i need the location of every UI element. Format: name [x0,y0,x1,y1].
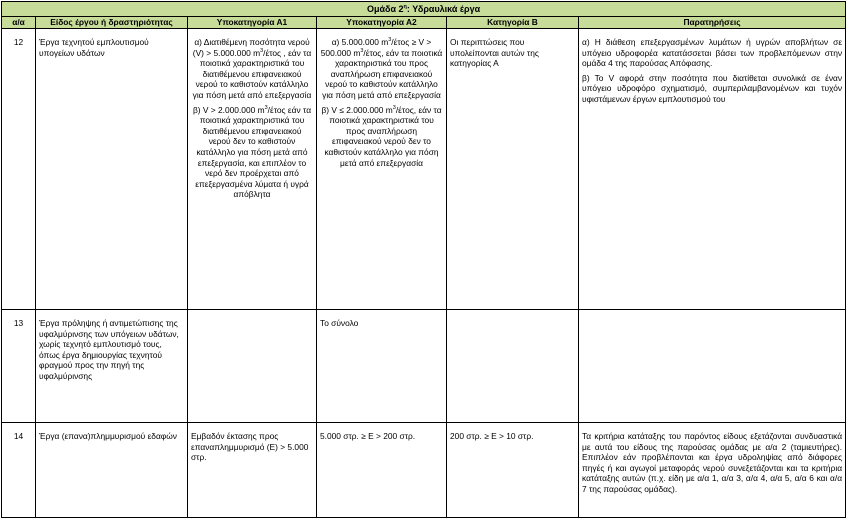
row-number: 14 [2,423,36,518]
hydraulic-works-table [1,1,846,518]
table-row [2,423,846,518]
a2-criterion-b: β) V ≤ 2.000.000 $m^3$/έτος, εάν τα ποιοτικά χαρακτηριστικά του προς αναπλήρωση επιφανειακού νερού δεν το καθιστούν κατάλληλο για πόση μετά από επεξεργασία [321,104,442,168]
table-row [2,29,846,310]
subcategory-a2-cell: Το σύνολο [317,310,447,423]
activity-cell: Έργα πρόληψης ή αντιμετώπισης της υφαλμύρινσης των υπόγειων υδάτων, χωρίς τεχνητό εμπλουτισμό τους, όπως έργα δημιουργίας τεχνητού φραγμού προς την πηγή της υφαλμύρινσης [36,310,188,423]
col-header-subcategory-a2: Υποκατηγορία Α2 [317,17,447,29]
a2-criterion-a: α) 5.000.000 $m^3$/έτος ≥ V > 500.000 $m^3$/έτος, εάν τα ποιοτικά χαρακτηριστικά του προς αναπλήρωση επιφανειακού νερού το καθιστούν κατάλληλο για πόση μετά από επεξεργασία [320,37,443,100]
table-title: Ομάδα $2^\eta$: Υδραυλικά έργα [2,2,846,17]
category-b-cell: 200 στρ. ≥ Ε > 10 στρ. [447,423,579,518]
notes-cell [579,29,846,310]
notes-cell [579,310,846,423]
col-header-subcategory-a1: Υποκατηγορία Α1 [188,17,317,29]
col-header-notes: Παρατηρήσεις [579,17,846,29]
col-header-number: α/α [2,17,36,29]
notes-b: β) Το V αφορά στην ποσότητα που διατίθεται συνολικά σε έναν υπόγειο υδροφόρο σχηματισμό, συμπεριλαμβανομένων και τυχόν υφιστάμενων έργων εμπλουτισμού του [582,72,843,104]
row-number: 12 [2,29,36,310]
table-row [2,310,846,423]
subcategory-a1-cell [188,310,317,423]
col-header-activity: Είδος έργου ή δραστηριότητας [36,17,188,29]
category-b-cell [447,310,579,423]
notes-cell: Τα κριτήρια κατάταξης του παρόντος είδους εξετάζονται συνδυαστικά με αυτά του είδους της παρούσας ομάδας με α/α 2 (ταμιευτήρες). Επιπλέον εάν προβλέπονται και έργα υδροληψίας από διάφορες πηγές ή και αγωγοί μεταφοράς νερού συνεξετάζονται και τα κριτήρια κατάταξης αυτών (π.χ. είδη με α/α 1, α/α 3, α/α 4, α/α 5, α/α 6 και α/α 7 της παρούσας ομάδας). [579,423,846,518]
activity-cell: Έργα τεχνητού εμπλουτισμού υπογείων υδάτων [36,29,188,310]
subcategory-a2-cell [317,29,447,310]
notes-a: α) Η διάθεση επεξεργασμένων λυμάτων ή υγρών αποβλήτων σε υπόγειο υδροφορέα κατατάσσεται βάσει των προβλεπόμενων στην ομάδα 4 της παρούσας Απόφασης. [582,37,843,69]
category-b-cell: Οι περιπτώσεις που υπολείπονται αυτών της κατηγορίας Α [447,29,579,310]
a1-criterion-a: α) Διατιθέμενη ποσότητα νερού (V) > 5.000.000 $m^3$/έτος , εάν τα ποιοτικά χαρακτηριστικά του διατιθέμενου επιφανειακού νερού το καθιστούν κατάλληλο για πόση μετά από επεξεργασία [192,37,312,100]
activity-cell: Έργα (επανα)πλημμυρισμού εδαφών [36,423,188,518]
subcategory-a2-cell: 5.000 στρ. ≥ Ε > 200 στρ. [317,423,447,518]
col-header-category-b: Κατηγορία Β [447,17,579,29]
subcategory-a1-cell [188,29,317,310]
subcategory-a1-cell: Εμβαδόν έκτασης προς επαναπλημμυρισμό (Ε) > 5.000 στρ. [188,423,317,518]
a1-criterion-b: β) V > 2.000.000 $m^3$/έτος εάν τα ποιοτικά χαρακτηριστικά του διατιθέμενου επιφανειακού νερού δεν το καθιστούν κατάλληλο για πόση μετά από επεξεργασία, και επιπλέον το νερό δεν προέρχεται από επεξεργασμένα λύματα ή υγρά απόβλητα [192,104,312,200]
row-number: 13 [2,310,36,423]
